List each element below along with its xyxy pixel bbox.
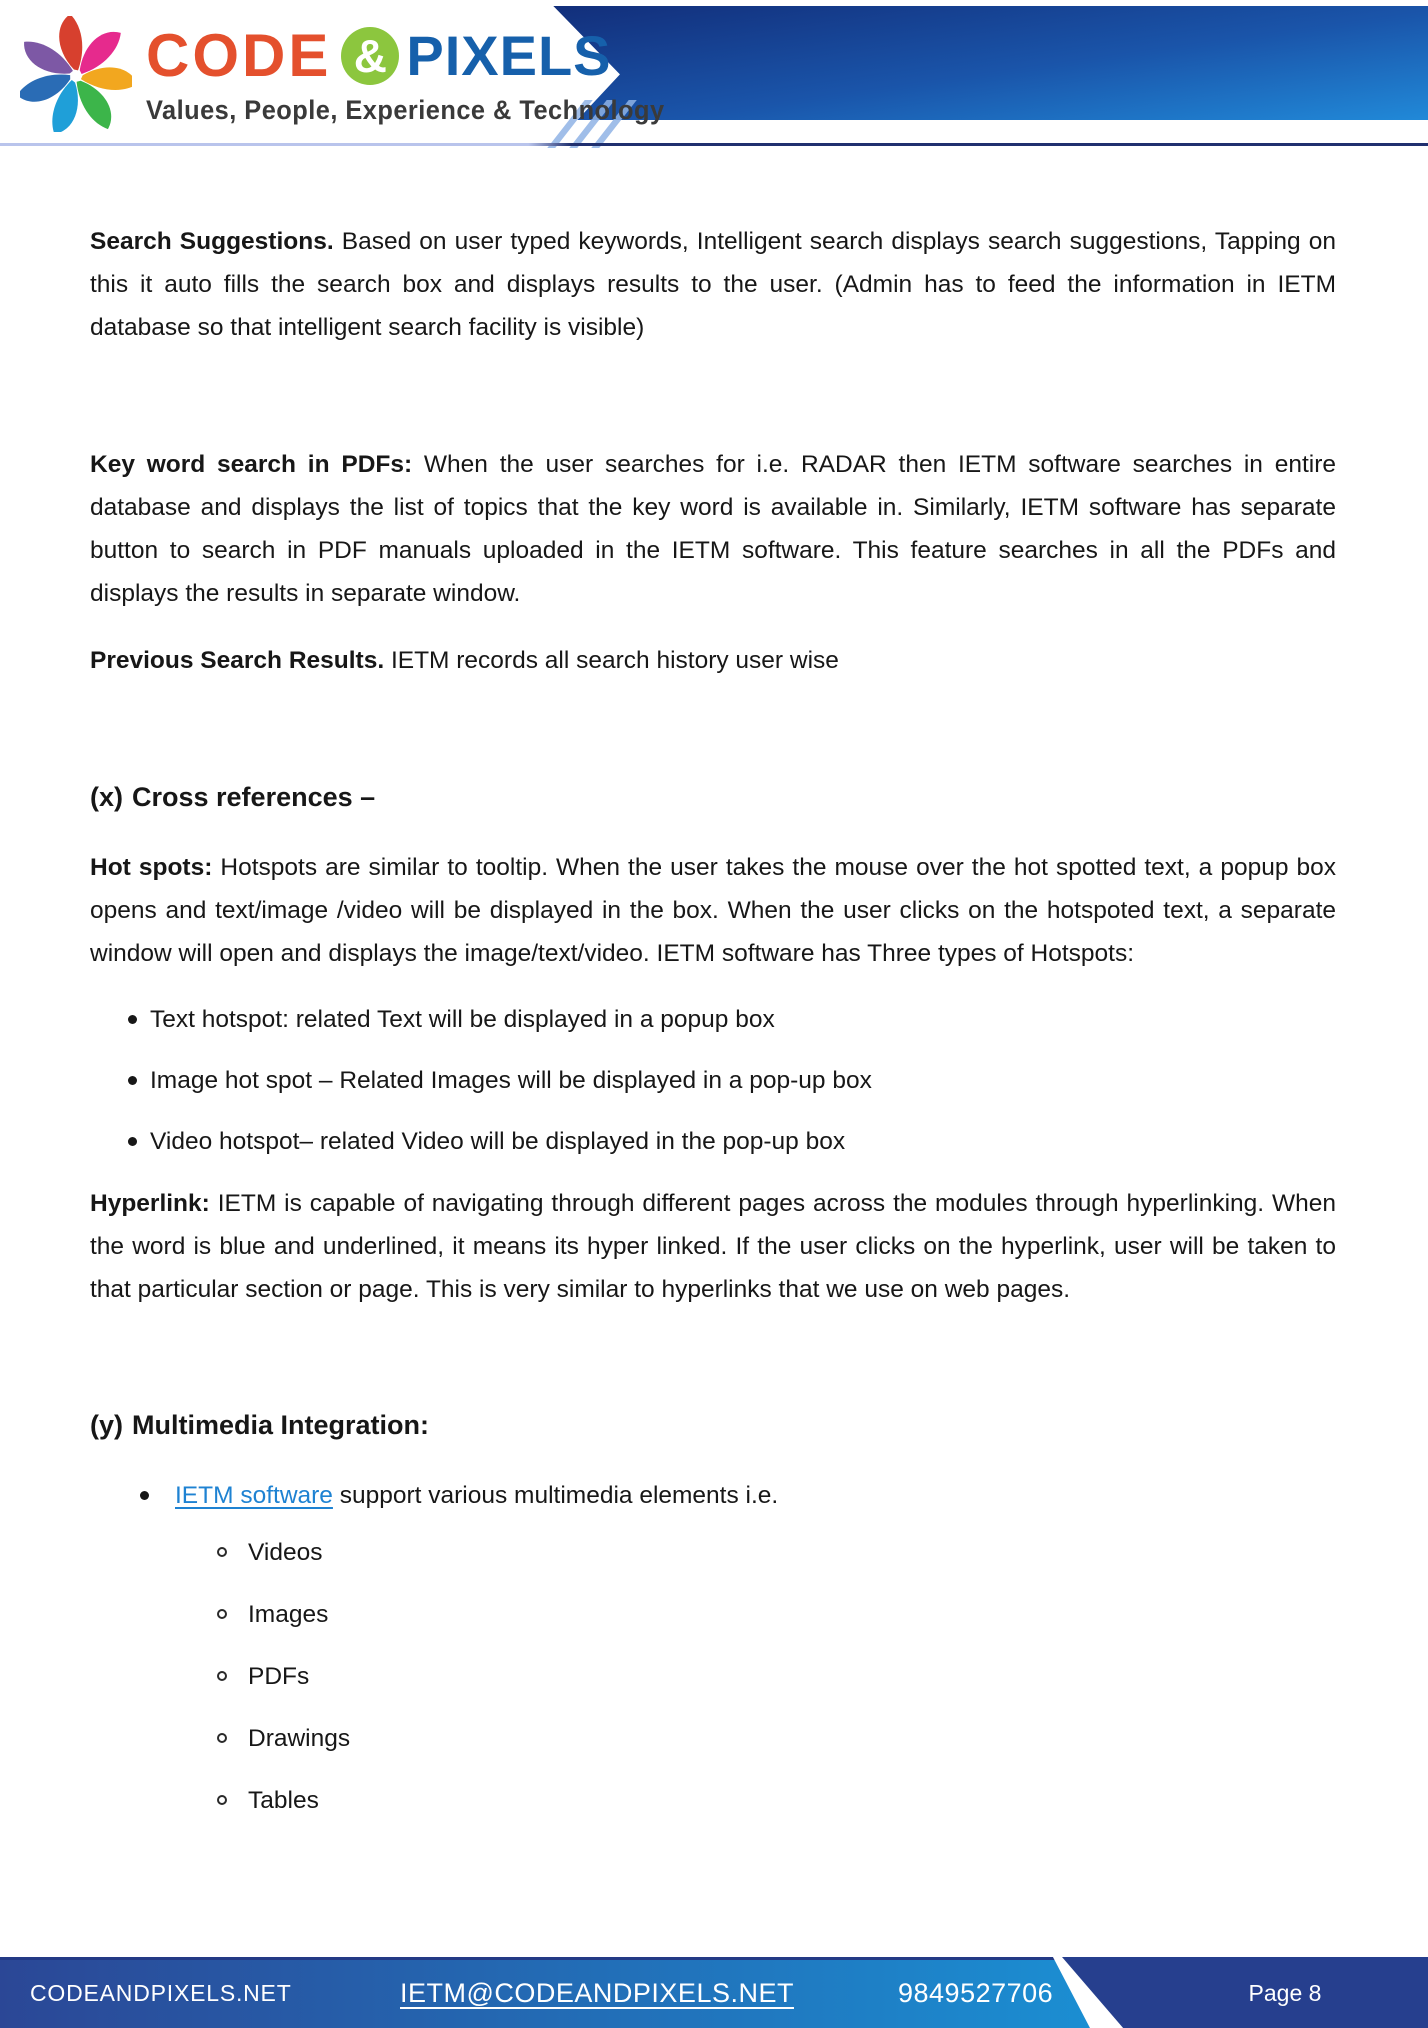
list-item: Image hot spot – Related Images will be displayed in a pop-up box xyxy=(128,1059,1336,1102)
footer-email-link[interactable]: IETM@CODEANDPIXELS.NET xyxy=(400,1978,794,2008)
circle-bullet-icon xyxy=(217,1547,227,1557)
section-heading-multimedia-integration: (y) Multimedia Integration: xyxy=(90,1410,429,1440)
paragraph-search-suggestions: Search Suggestions. Based on user typed keywords, Intelligent search displays search suggestions, Tapping on this it auto fills the search box and displays results to the user. (Admin has to feed the information in IETM database so that intelligent search facility is visible) xyxy=(90,228,1336,341)
paragraph-previous-search: Previous Search Results. IETM records all search history user wise xyxy=(90,647,839,674)
hotspot-types-list xyxy=(90,998,1336,1163)
section-heading-cross-references: (x) Cross references – xyxy=(90,782,376,812)
paragraph-keyword-search: Key word search in PDFs: When the user searches for i.e. RADAR then IETM software searches in entire database and displays the list of topics that the key word is available in. Similarly, IETM software has separate button to search in PDF manuals uploaded in the IETM software. This feature searches in all the PDFs and displays the results in separate window. xyxy=(90,451,1336,607)
footer-website: CODEANDPIXELS.NET xyxy=(30,1980,292,2006)
list-item: Text hotspot: related Text will be displayed in a popup box xyxy=(128,998,1336,1041)
circle-bullet-icon xyxy=(217,1795,227,1805)
circle-bullet-icon xyxy=(217,1733,227,1743)
multimedia-elements-list xyxy=(90,1531,1336,1822)
previous-search-label: Previous Search Results. xyxy=(90,647,385,674)
list-item: Video hotspot– related Video will be displayed in the pop-up box xyxy=(128,1120,1336,1163)
paragraph-hyperlink: Hyperlink: IETM is capable of navigating through different pages across the modules through hyperlinking. When the word is blue and underlined, it means its hyper linked. If the user clicks on the hyperlink, user will be taken to that particular section or page. This is very similar to hyperlinks that we use on web pages. xyxy=(90,1190,1336,1303)
list-item: Videos xyxy=(217,1531,1336,1574)
bullet-icon xyxy=(128,1015,137,1024)
logo-tagline: Values, People, Experience & Technology xyxy=(146,95,665,125)
keyword-search-label: Key word search in PDFs: xyxy=(90,451,413,478)
list-item: Tables xyxy=(217,1779,1336,1822)
circle-bullet-icon xyxy=(217,1609,227,1619)
footer-page-number: Page 8 xyxy=(1248,1980,1322,2006)
hot-spots-label: Hot spots: xyxy=(90,854,213,881)
paragraph-hot-spots: Hot spots: Hotspots are similar to tooltip. When the user takes the mouse over the hot spotted text, a popup box opens and text/image /video will be displayed in the box. When the user clicks on the hotspoted text, a separate window will open and displays the image/text/video. IETM software has Three types of Hotspots: xyxy=(90,854,1337,967)
ietm-software-link[interactable]: IETM software xyxy=(175,1482,333,1509)
list-item: Drawings xyxy=(217,1717,1336,1760)
document-body xyxy=(90,150,1336,1822)
pinwheel-logo-icon xyxy=(20,16,132,132)
bullet-icon xyxy=(128,1076,137,1085)
logo-pixels-text: PIXELS xyxy=(406,24,612,87)
logo-text xyxy=(146,22,698,126)
header-divider xyxy=(0,143,1428,146)
logo-ampersand-badge: & xyxy=(341,27,399,85)
logo-wordmark xyxy=(146,22,698,89)
logo-code-text: CODE xyxy=(146,22,332,89)
hyperlink-label: Hyperlink: xyxy=(90,1190,210,1217)
search-suggestions-label: Search Suggestions. xyxy=(90,228,334,255)
bullet-icon xyxy=(140,1491,149,1500)
list-item: Images xyxy=(217,1593,1336,1636)
company-logo xyxy=(20,16,698,132)
footer-phone: 9849527706 xyxy=(898,1978,1054,2008)
circle-bullet-icon xyxy=(217,1671,227,1681)
list-item: PDFs xyxy=(217,1655,1336,1698)
bullet-icon xyxy=(128,1137,137,1146)
multimedia-support-bullet: IETM software support various multimedia elements i.e. xyxy=(140,1474,1336,1517)
page-header xyxy=(0,0,1428,150)
page-footer xyxy=(0,1957,1428,2028)
